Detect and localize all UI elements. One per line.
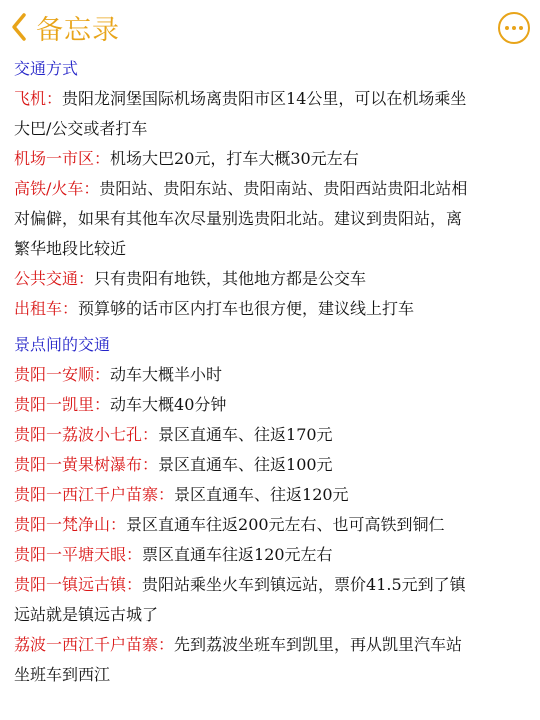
item-text: 机场大巴20元，打车大概30元左右 <box>110 149 359 168</box>
item-text: 动车大概半小时 <box>110 365 223 384</box>
item-text: 先到荔波坐班车到凯里，再从凯里汽车站 <box>174 635 463 654</box>
list-item <box>14 420 530 450</box>
item-key: 贵阳一镇远古镇： <box>14 575 143 594</box>
list-item <box>14 84 530 144</box>
list-item <box>14 264 530 294</box>
item-text: 坐班车到西江 <box>14 665 111 684</box>
list-item <box>14 174 530 264</box>
more-dot <box>512 26 516 30</box>
list-item <box>14 630 530 690</box>
back-button[interactable] <box>6 8 120 46</box>
item-key: 贵阳一黄果树瀑布： <box>14 455 159 474</box>
item-text: 繁华地段比较近 <box>14 239 127 258</box>
item-text: 远站就是镇远古城了 <box>14 605 159 624</box>
item-text: 贵阳站、贵阳东站、贵阳南站、贵阳西站贵阳北站相 <box>99 179 468 198</box>
item-key: 贵阳一梵净山： <box>14 515 127 534</box>
list-item <box>14 570 530 630</box>
more-button[interactable] <box>498 12 530 44</box>
list-item <box>14 144 530 174</box>
list-item <box>14 450 530 480</box>
note-body[interactable] <box>14 54 530 690</box>
item-key: 贵阳一荔波小七孔： <box>14 425 159 444</box>
list-item <box>14 510 530 540</box>
item-text: 景区直通车、往返120元 <box>174 485 349 504</box>
item-text: 动车大概40分钟 <box>110 395 227 414</box>
item-text: 景区直通车、往返170元 <box>158 425 333 444</box>
item-key: 公共交通： <box>14 269 95 288</box>
section-title-transport: 交通方式 <box>14 59 79 78</box>
list-item <box>14 360 530 390</box>
item-key: 贵阳一凯里： <box>14 395 111 414</box>
more-dot <box>519 26 523 30</box>
item-text: 贵阳龙洞堡国际机场离贵阳市区14公里，可以在机场乘坐 <box>62 89 467 108</box>
navigation-bar <box>0 0 540 54</box>
list-item <box>14 480 530 510</box>
list-item <box>14 540 530 570</box>
back-label: 备忘录 <box>36 14 120 46</box>
item-text: 只有贵阳有地铁，其他地方都是公交车 <box>94 269 367 288</box>
item-key: 飞机： <box>14 89 63 108</box>
item-key: 机场一市区： <box>14 149 111 168</box>
item-text: 预算够的话市区内打车也很方便，建议线上打车 <box>78 299 415 318</box>
item-key: 贵阳一平塘天眼： <box>14 545 143 564</box>
item-key: 贵阳一安顺： <box>14 365 111 384</box>
item-key: 贵阳一西江千户苗寨： <box>14 485 175 504</box>
item-key: 荔波一西江千户苗寨： <box>14 635 175 654</box>
item-key: 出租车： <box>14 299 79 318</box>
item-text: 对偏僻，如果有其他车次尽量别选贵阳北站。建议到贵阳站，离 <box>14 209 463 228</box>
item-text: 大巴/公交或者打车 <box>14 119 148 138</box>
item-text: 景区直通车、往返100元 <box>158 455 333 474</box>
item-text: 贵阳站乘坐火车到镇远站，票价41.5元到了镇 <box>142 575 466 594</box>
more-dots-icon <box>505 26 509 30</box>
list-item <box>14 390 530 420</box>
item-text: 票区直通车往返120元左右 <box>142 545 333 564</box>
chevron-left-icon <box>6 8 32 46</box>
item-key: 高铁/火车： <box>14 179 100 198</box>
item-text: 景区直通车往返200元左右、也可高铁到铜仁 <box>126 515 445 534</box>
section-title-attractions: 景点间的交通 <box>14 335 111 354</box>
list-item <box>14 294 530 324</box>
